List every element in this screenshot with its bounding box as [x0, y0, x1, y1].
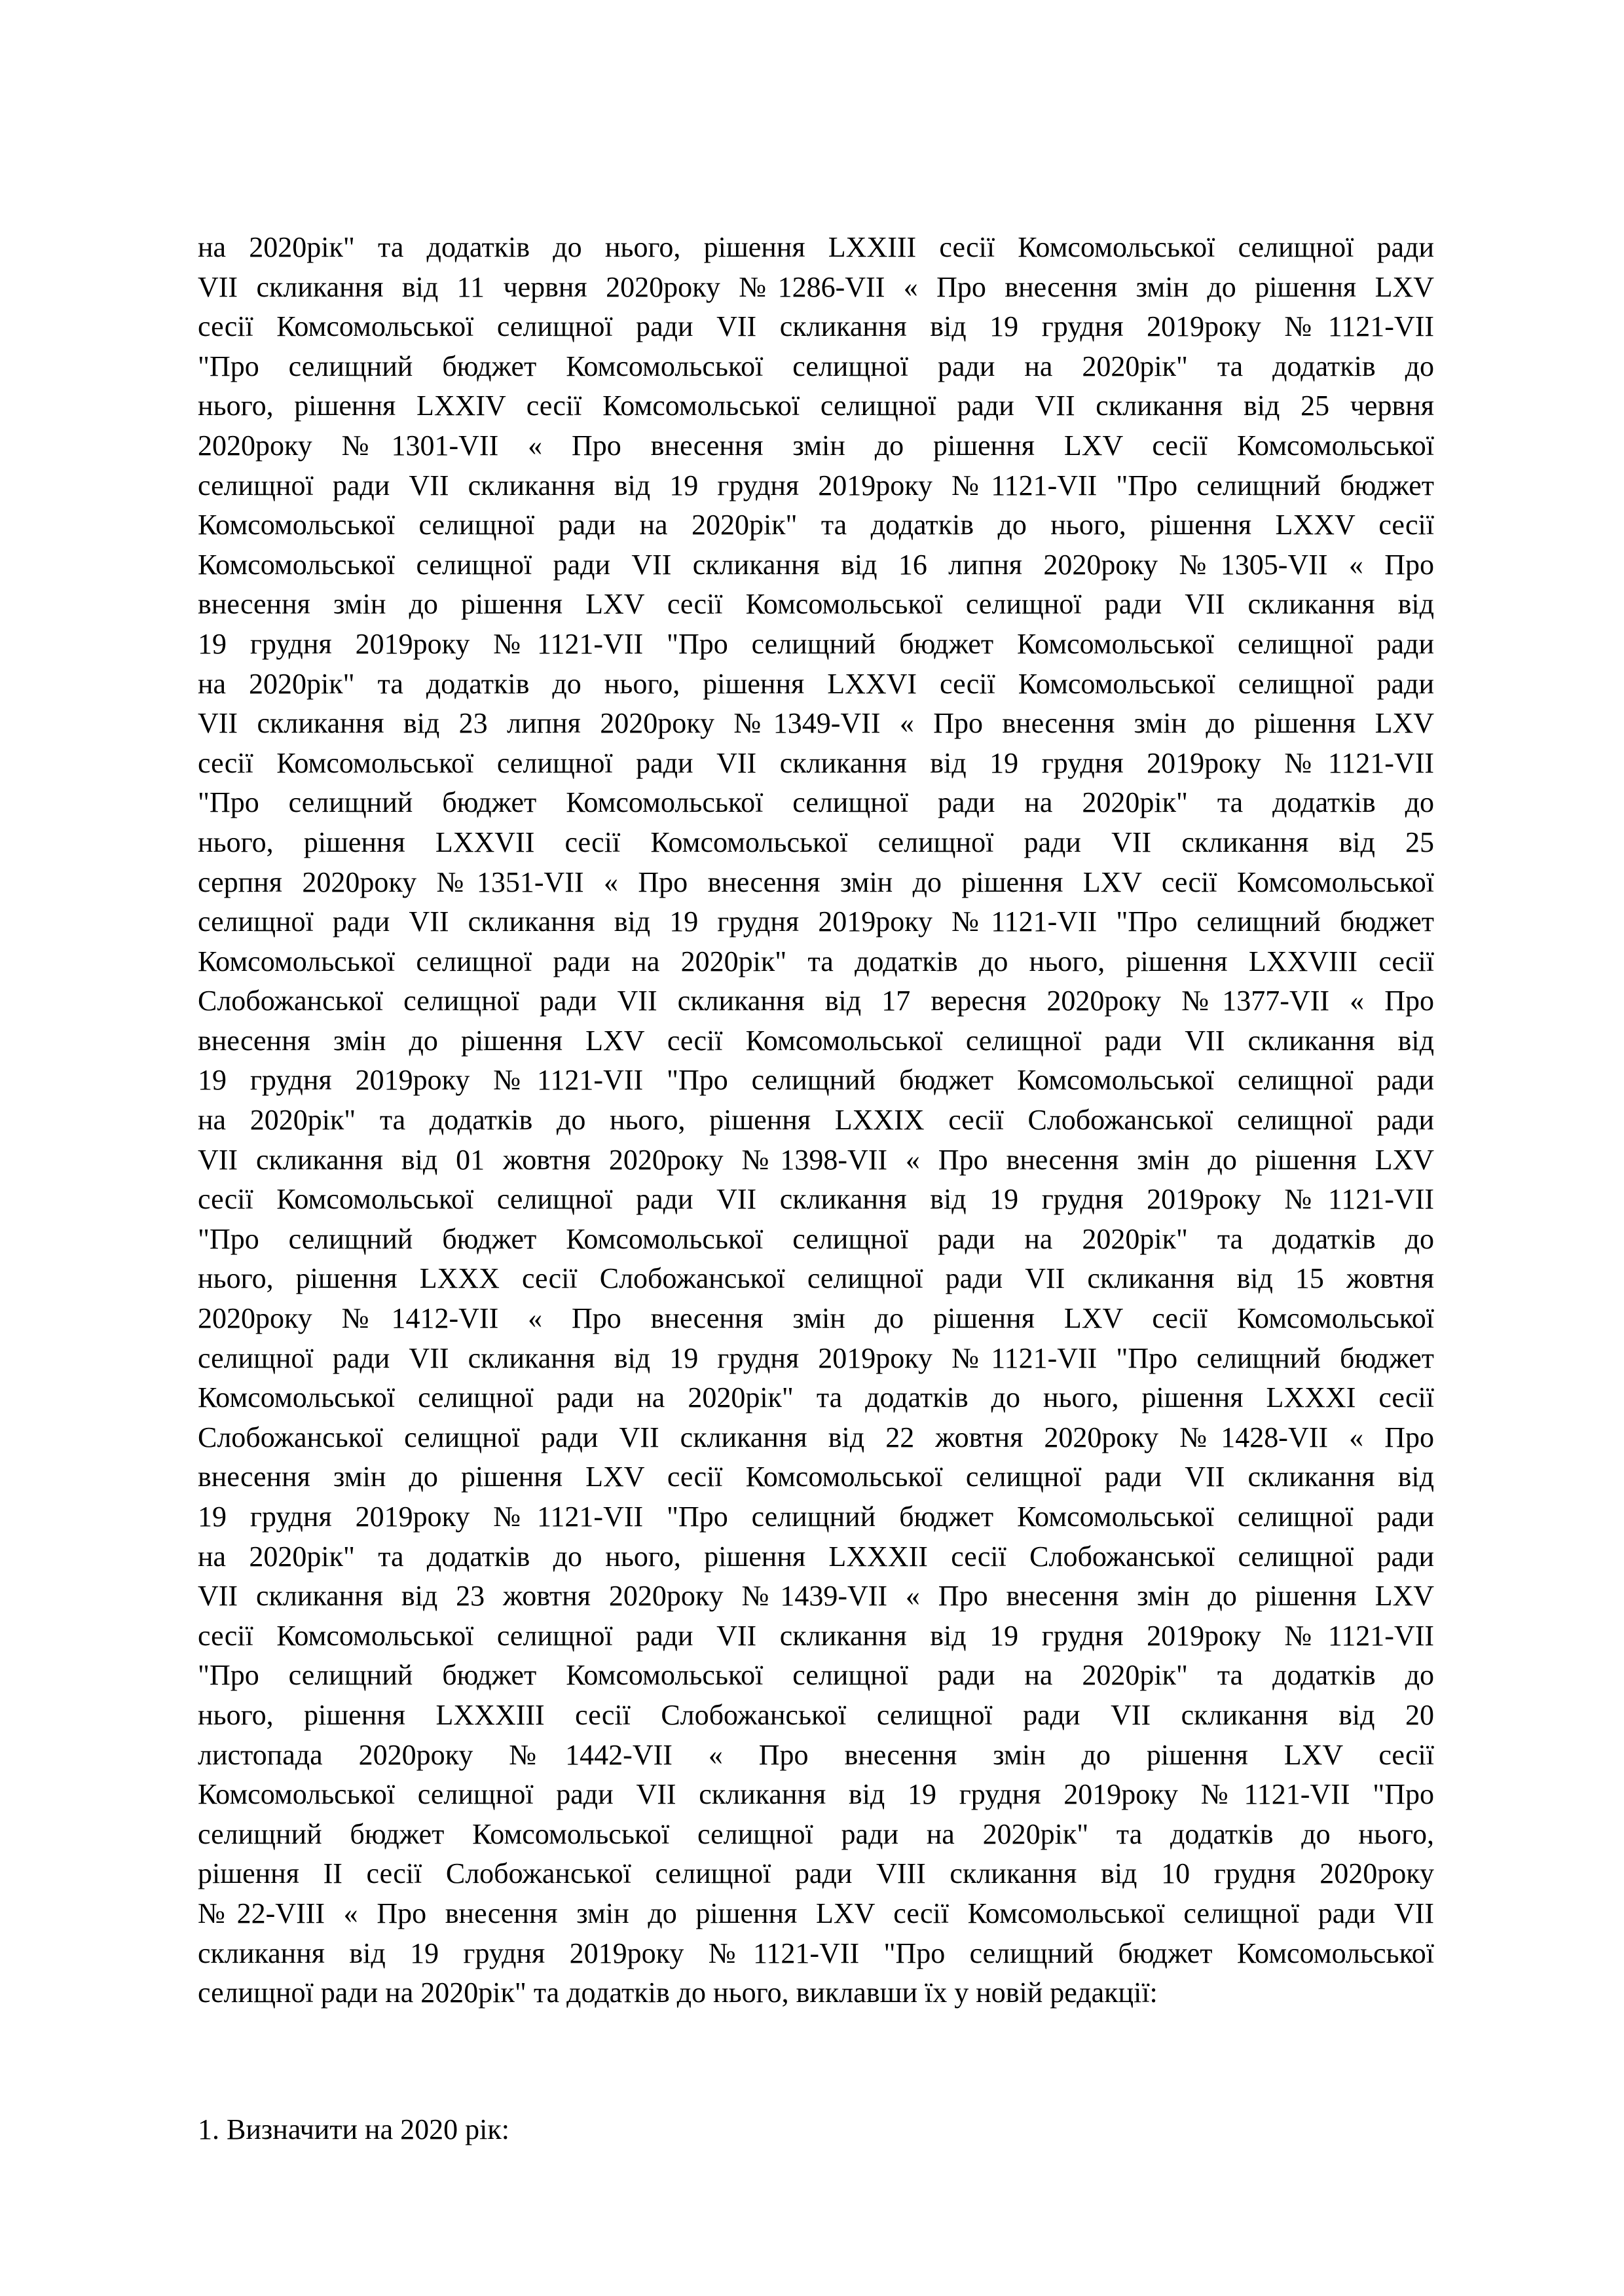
paragraph-line: внесення змін до рішення LXV сесії Комсомольської селищної ради VII скликання від: [198, 588, 1434, 621]
paragraph-line: VII скликання від 23 жовтня 2020року №1439-VII « Про внесення змін до рішення LXV: [198, 1580, 1434, 1613]
paragraph-line: селищної ради VII скликання від 19 грудня 2019року №1121-VII "Про селищний бюджет: [198, 1341, 1434, 1374]
paragraph-line: VII скликання від 11 червня 2020року №1286-VII « Про внесення змін до рішення LXV: [198, 270, 1434, 303]
paragraph-line: скликання від 19 грудня 2019року №1121-VII "Про селищний бюджет Комсомольської: [198, 1937, 1434, 1969]
paragraph-line: Слобожанської селищної ради VII скликання від 22 жовтня 2020року №1428-VII « Про: [198, 1421, 1434, 1453]
paragraph-line: сесії Комсомольської селищної ради VII скликання від 19 грудня 2019року №1121-VII: [198, 1183, 1434, 1216]
paragraph-line: на 2020рік" та додатків до нього, рішення LXXIII сесії Комсомольської селищної ради: [198, 231, 1434, 263]
paragraph-line: рішення II сесії Слобожанської селищної ради VIII скликання від 10 грудня 2020року: [198, 1857, 1434, 1890]
paragraph-line: сесії Комсомольської селищної ради VII скликання від 19 грудня 2019року №1121-VII: [198, 310, 1434, 343]
paragraph-line: 2020року №1301-VII « Про внесення змін до рішення LXV сесії Комсомольської: [198, 429, 1434, 462]
paragraph-line: VII скликання від 23 липня 2020року №1349-VII « Про внесення змін до рішення LXV: [198, 707, 1434, 740]
paragraph-line: селищної ради VII скликання від 19 грудня 2019року №1121-VII "Про селищний бюджет: [198, 905, 1434, 938]
paragraph-line: "Про селищний бюджет Комсомольської селищної ради на 2020рік" та додатків до: [198, 1659, 1434, 1692]
paragraph-line: Слобожанської селищної ради VII скликання від 17 вересня 2020року №1377-VII « Про: [198, 985, 1434, 1017]
paragraph-line: серпня 2020року №1351-VII « Про внесення змін до рішення LXV сесії Комсомольської: [198, 866, 1434, 898]
paragraph-line: "Про селищний бюджет Комсомольської селищної ради на 2020рік" та додатків до: [198, 786, 1434, 819]
paragraph-line: нього, рішення LXXX сесії Слобожанської селищної ради VII скликання від 15 жовтня: [198, 1262, 1434, 1295]
paragraph-line: листопада 2020року №1442-VII « Про внесення змін до рішення LXV сесії: [198, 1738, 1434, 1771]
paragraph-line: нього, рішення LXXIV сесії Комсомольської селищної ради VII скликання від 25 червня: [198, 390, 1434, 422]
paragraph-line: внесення змін до рішення LXV сесії Комсомольської селищної ради VII скликання від: [198, 1461, 1434, 1493]
paragraph-line: селищний бюджет Комсомольської селищної ради на 2020рік" та додатків до нього,: [198, 1817, 1434, 1850]
paragraph-line: 19 грудня 2019року №1121-VII "Про селищний бюджет Комсомольської селищної ради: [198, 627, 1434, 660]
paragraph-line: VII скликання від 01 жовтня 2020року №1398-VII « Про внесення змін до рішення LXV: [198, 1143, 1434, 1176]
paragraph-line: на 2020рік" та додатків до нього, рішення LXXIX сесії Слобожанської селищної ради: [198, 1104, 1434, 1137]
paragraph-line: Комсомольської селищної ради на 2020рік" та додатків до нього, рішення LXXV сесії: [198, 509, 1434, 541]
paragraph-line: "Про селищний бюджет Комсомольської селищної ради на 2020рік" та додатків до: [198, 350, 1434, 382]
paragraph-line: нього, рішення LXXXIII сесії Слобожанської селищної ради VII скликання від 20: [198, 1698, 1434, 1731]
paragraph-line: Комсомольської селищної ради VII скликання від 16 липня 2020року №1305-VII « Про: [198, 548, 1434, 581]
paragraph-line: 19 грудня 2019року №1121-VII "Про селищний бюджет Комсомольської селищної ради: [198, 1064, 1434, 1097]
paragraph-line: на 2020рік" та додатків до нього, рішення LXXVI сесії Комсомольської селищної ради: [198, 667, 1434, 700]
numbered-item-1: 1. Визначити на 2020 рік:: [198, 2113, 509, 2145]
paragraph-line: сесії Комсомольської селищної ради VII скликання від 19 грудня 2019року №1121-VII: [198, 1619, 1434, 1652]
paragraph-line: 19 грудня 2019року №1121-VII "Про селищний бюджет Комсомольської селищної ради: [198, 1501, 1434, 1533]
paragraph-line: внесення змін до рішення LXV сесії Комсомольської селищної ради VII скликання від: [198, 1024, 1434, 1057]
paragraph-line: селищної ради VII скликання від 19 грудня 2019року №1121-VII "Про селищний бюджет: [198, 469, 1434, 501]
paragraph-line: "Про селищний бюджет Комсомольської селищної ради на 2020рік" та додатків до: [198, 1222, 1434, 1255]
paragraph-line: №22-VIII « Про внесення змін до рішення LXV сесії Комсомольської селищної ради VII: [198, 1897, 1434, 1929]
paragraph-line: Комсомольської селищної ради на 2020рік" та додатків до нього, рішення LXXVIII сесії: [198, 945, 1434, 977]
paragraph-line: селищної ради на 2020рік" та додатків до нього, виклавши їх у новій редакції:: [198, 1977, 1158, 2009]
paragraph-line: Комсомольської селищної ради VII скликання від 19 грудня 2019року №1121-VII "Про: [198, 1778, 1434, 1811]
decision-paragraph: [198, 228, 1434, 2013]
paragraph-line: 2020року №1412-VII « Про внесення змін до рішення LXV сесії Комсомольської: [198, 1302, 1434, 1335]
paragraph-line: нього, рішення LXXVII сесії Комсомольської селищної ради VII скликання від 25: [198, 826, 1434, 858]
paragraph-line: на 2020рік" та додатків до нього, рішення LXXXII сесії Слобожанської селищної ради: [198, 1540, 1434, 1573]
paragraph-line: сесії Комсомольської селищної ради VII скликання від 19 грудня 2019року №1121-VII: [198, 746, 1434, 779]
paragraph-line: Комсомольської селищної ради на 2020рік" та додатків до нього, рішення LXXXI сесії: [198, 1381, 1434, 1414]
